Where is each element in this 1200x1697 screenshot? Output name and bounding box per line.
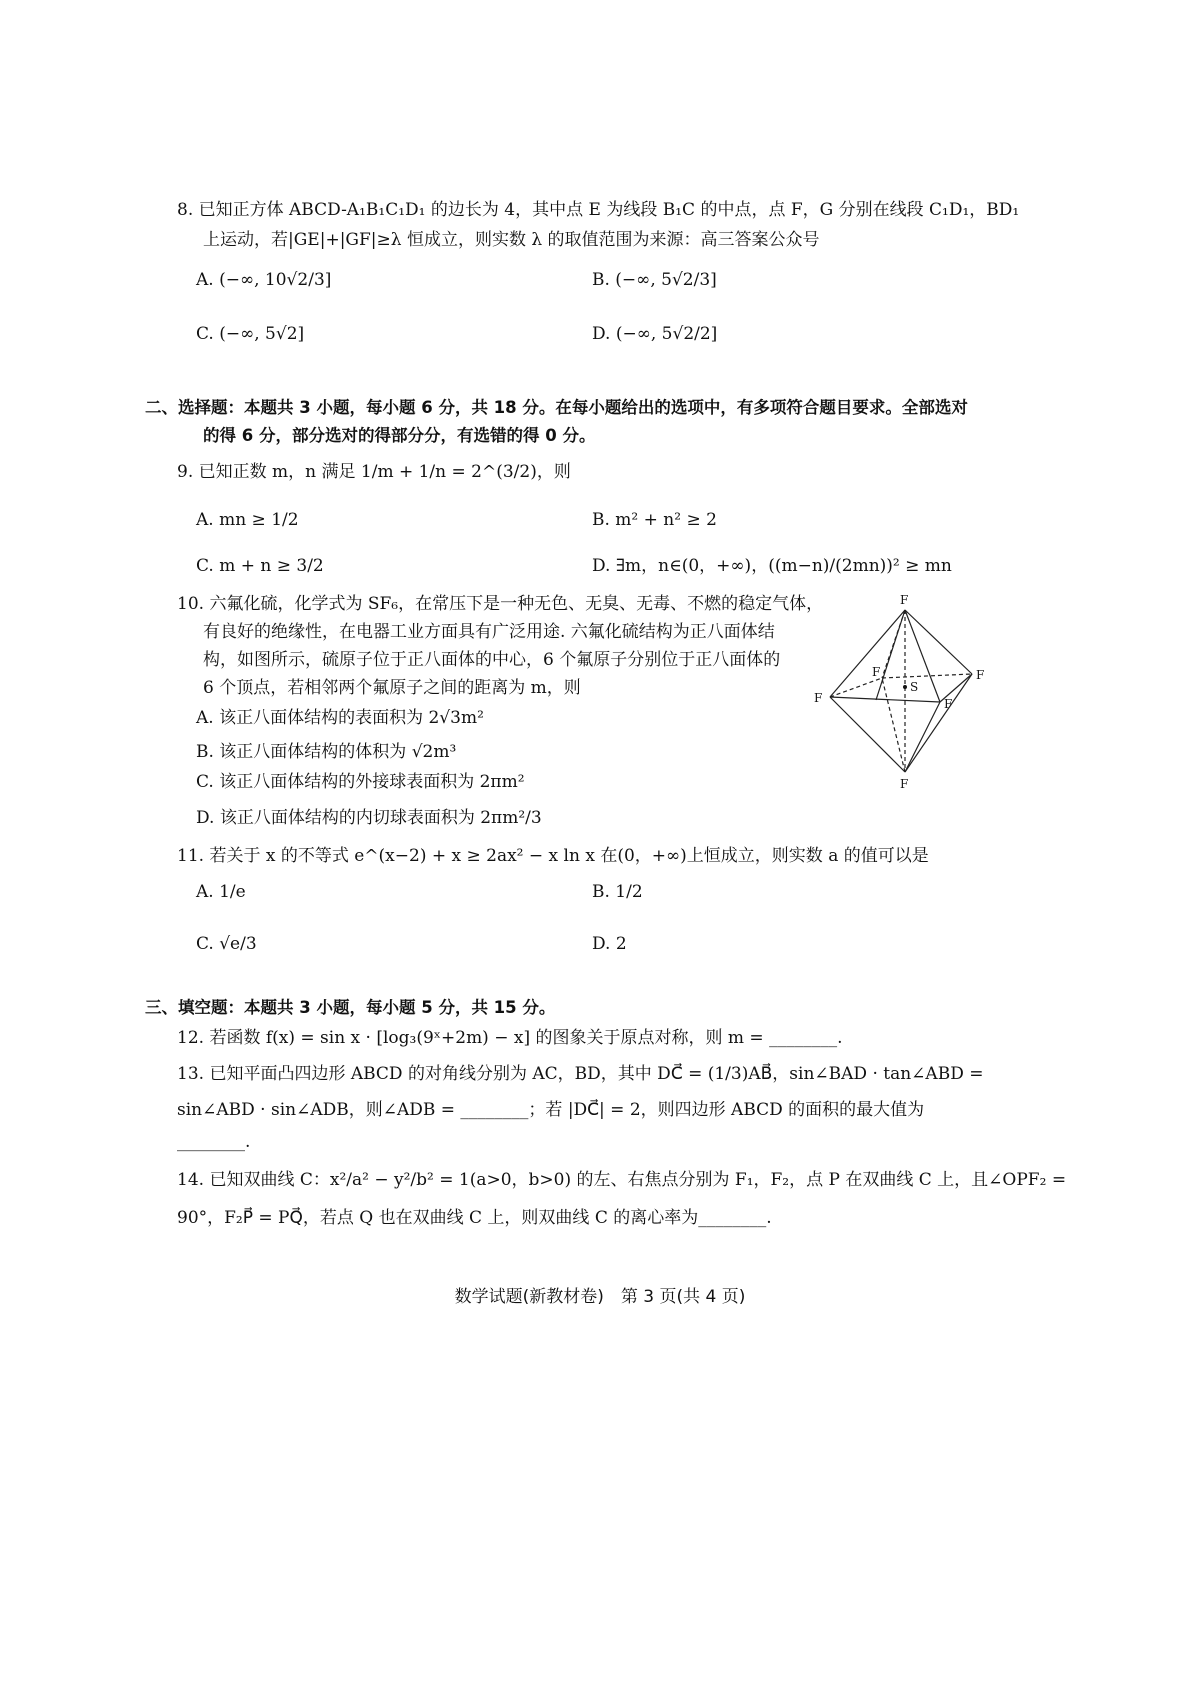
vertex-label-bottom: F <box>900 777 909 791</box>
vertex-label-top: F <box>900 593 909 607</box>
q11-stem: 11. 若关于 x 的不等式 e^(x−2) + x ≥ 2ax² − x ln x 在(0，+∞)上恒成立，则实数 a 的值可以是 <box>177 846 929 866</box>
q11-option-b: B. 1/2 <box>592 882 643 902</box>
sulfur-center-dot <box>903 685 907 689</box>
q14-line2: 90°，F₂P⃗ = PQ⃗，若点 Q 也在双曲线 C 上，则双曲线 C 的离心率为________. <box>177 1208 772 1228</box>
octahedron-figure <box>810 590 1000 795</box>
q9-option-b: B. m² + n² ≥ 2 <box>592 510 717 530</box>
q9-option-d: D. ∃m，n∈(0，+∞)，((m−n)/(2mn))² ≥ mn <box>592 556 952 576</box>
q10-line3: 构，如图所示，硫原子位于正八面体的中心，6 个氟原子分别位于正八面体的 <box>203 650 781 670</box>
q11-option-d: D. 2 <box>592 934 627 954</box>
section2-header-line1: 二、选择题：本题共 3 小题，每小题 6 分，共 18 分。在每小题给出的选项中，有多项符合题目要求。全部选对 <box>145 398 968 417</box>
q11-option-a: A. 1/e <box>196 882 246 902</box>
q10-option-a: A. 该正八面体结构的表面积为 2√3m² <box>196 708 484 728</box>
q8-option-c: C. (−∞, 5√2] <box>196 324 305 344</box>
vertex-label-right: F <box>976 668 985 682</box>
vertex-label-front: F <box>944 697 953 711</box>
q14-line1: 14. 已知双曲线 C：x²/a² − y²/b² = 1(a>0，b>0) 的左、右焦点分别为 F₁，F₂，点 P 在双曲线 C 上，且∠OPF₂ = <box>177 1170 1067 1190</box>
q10-line4: 6 个顶点，若相邻两个氟原子之间的距离为 m，则 <box>203 678 581 698</box>
q9-option-c: C. m + n ≥ 3/2 <box>196 556 324 576</box>
q10-option-d: D. 该正八面体结构的内切球表面积为 2πm²/3 <box>196 808 542 828</box>
q10-option-c: C. 该正八面体结构的外接球表面积为 2πm² <box>196 772 525 792</box>
q13-line2: sin∠ABD · sin∠ADB，则∠ADB = ________；若 |DC⃗| = 2，则四边形 ABCD 的面积的最大值为 <box>177 1100 925 1120</box>
q11-option-c: C. √e/3 <box>196 934 257 954</box>
page-footer: 数学试题(新教材卷) 第 3 页(共 4 页) <box>454 1287 746 1307</box>
q12-stem: 12. 若函数 f(x) = sin x · [log₃(9ˣ+2m) − x] 的图象关于原点对称，则 m = ________. <box>177 1028 843 1048</box>
q10-option-b: B. 该正八面体结构的体积为 √2m³ <box>196 742 457 762</box>
q13-line3: ________. <box>177 1132 251 1152</box>
vertex-label-back: F <box>872 665 881 679</box>
center-label: S <box>910 680 919 694</box>
section3-header: 三、填空题：本题共 3 小题，每小题 5 分，共 15 分。 <box>145 998 556 1017</box>
q8-line1: 8. 已知正方体 ABCD-A₁B₁C₁D₁ 的边长为 4，其中点 E 为线段 B₁C 的中点，点 F，G 分别在线段 C₁D₁，BD₁ <box>177 200 1020 220</box>
q13-line1: 13. 已知平面凸四边形 ABCD 的对角线分别为 AC，BD，其中 DC⃗ = (1/3)AB⃗，sin∠BAD · tan∠ABD = <box>177 1064 984 1084</box>
vertex-label-left: F <box>814 691 823 705</box>
q8-option-d: D. (−∞, 5√2/2] <box>592 324 718 344</box>
section2-header-line2: 的得 6 分，部分选对的得部分分，有选错的得 0 分。 <box>203 426 596 445</box>
q8-option-a: A. (−∞, 10√2/3] <box>196 270 332 290</box>
q8-option-b: B. (−∞, 5√2/3] <box>592 270 717 290</box>
q8-line2: 上运动，若|GE|+|GF|≥λ 恒成立，则实数 λ 的取值范围为来源：高三答案公众号 <box>203 230 820 250</box>
q9-stem: 9. 已知正数 m，n 满足 1/m + 1/n = 2^(3/2)，则 <box>177 462 571 482</box>
q10-line1: 10. 六氟化硫，化学式为 SF₆，在常压下是一种无色、无臭、无毒、不燃的稳定气体， <box>177 594 824 614</box>
q10-line2: 有良好的绝缘性，在电器工业方面具有广泛用途. 六氟化硫结构为正八面体结 <box>203 622 775 642</box>
q9-option-a: A. mn ≥ 1/2 <box>196 510 299 530</box>
